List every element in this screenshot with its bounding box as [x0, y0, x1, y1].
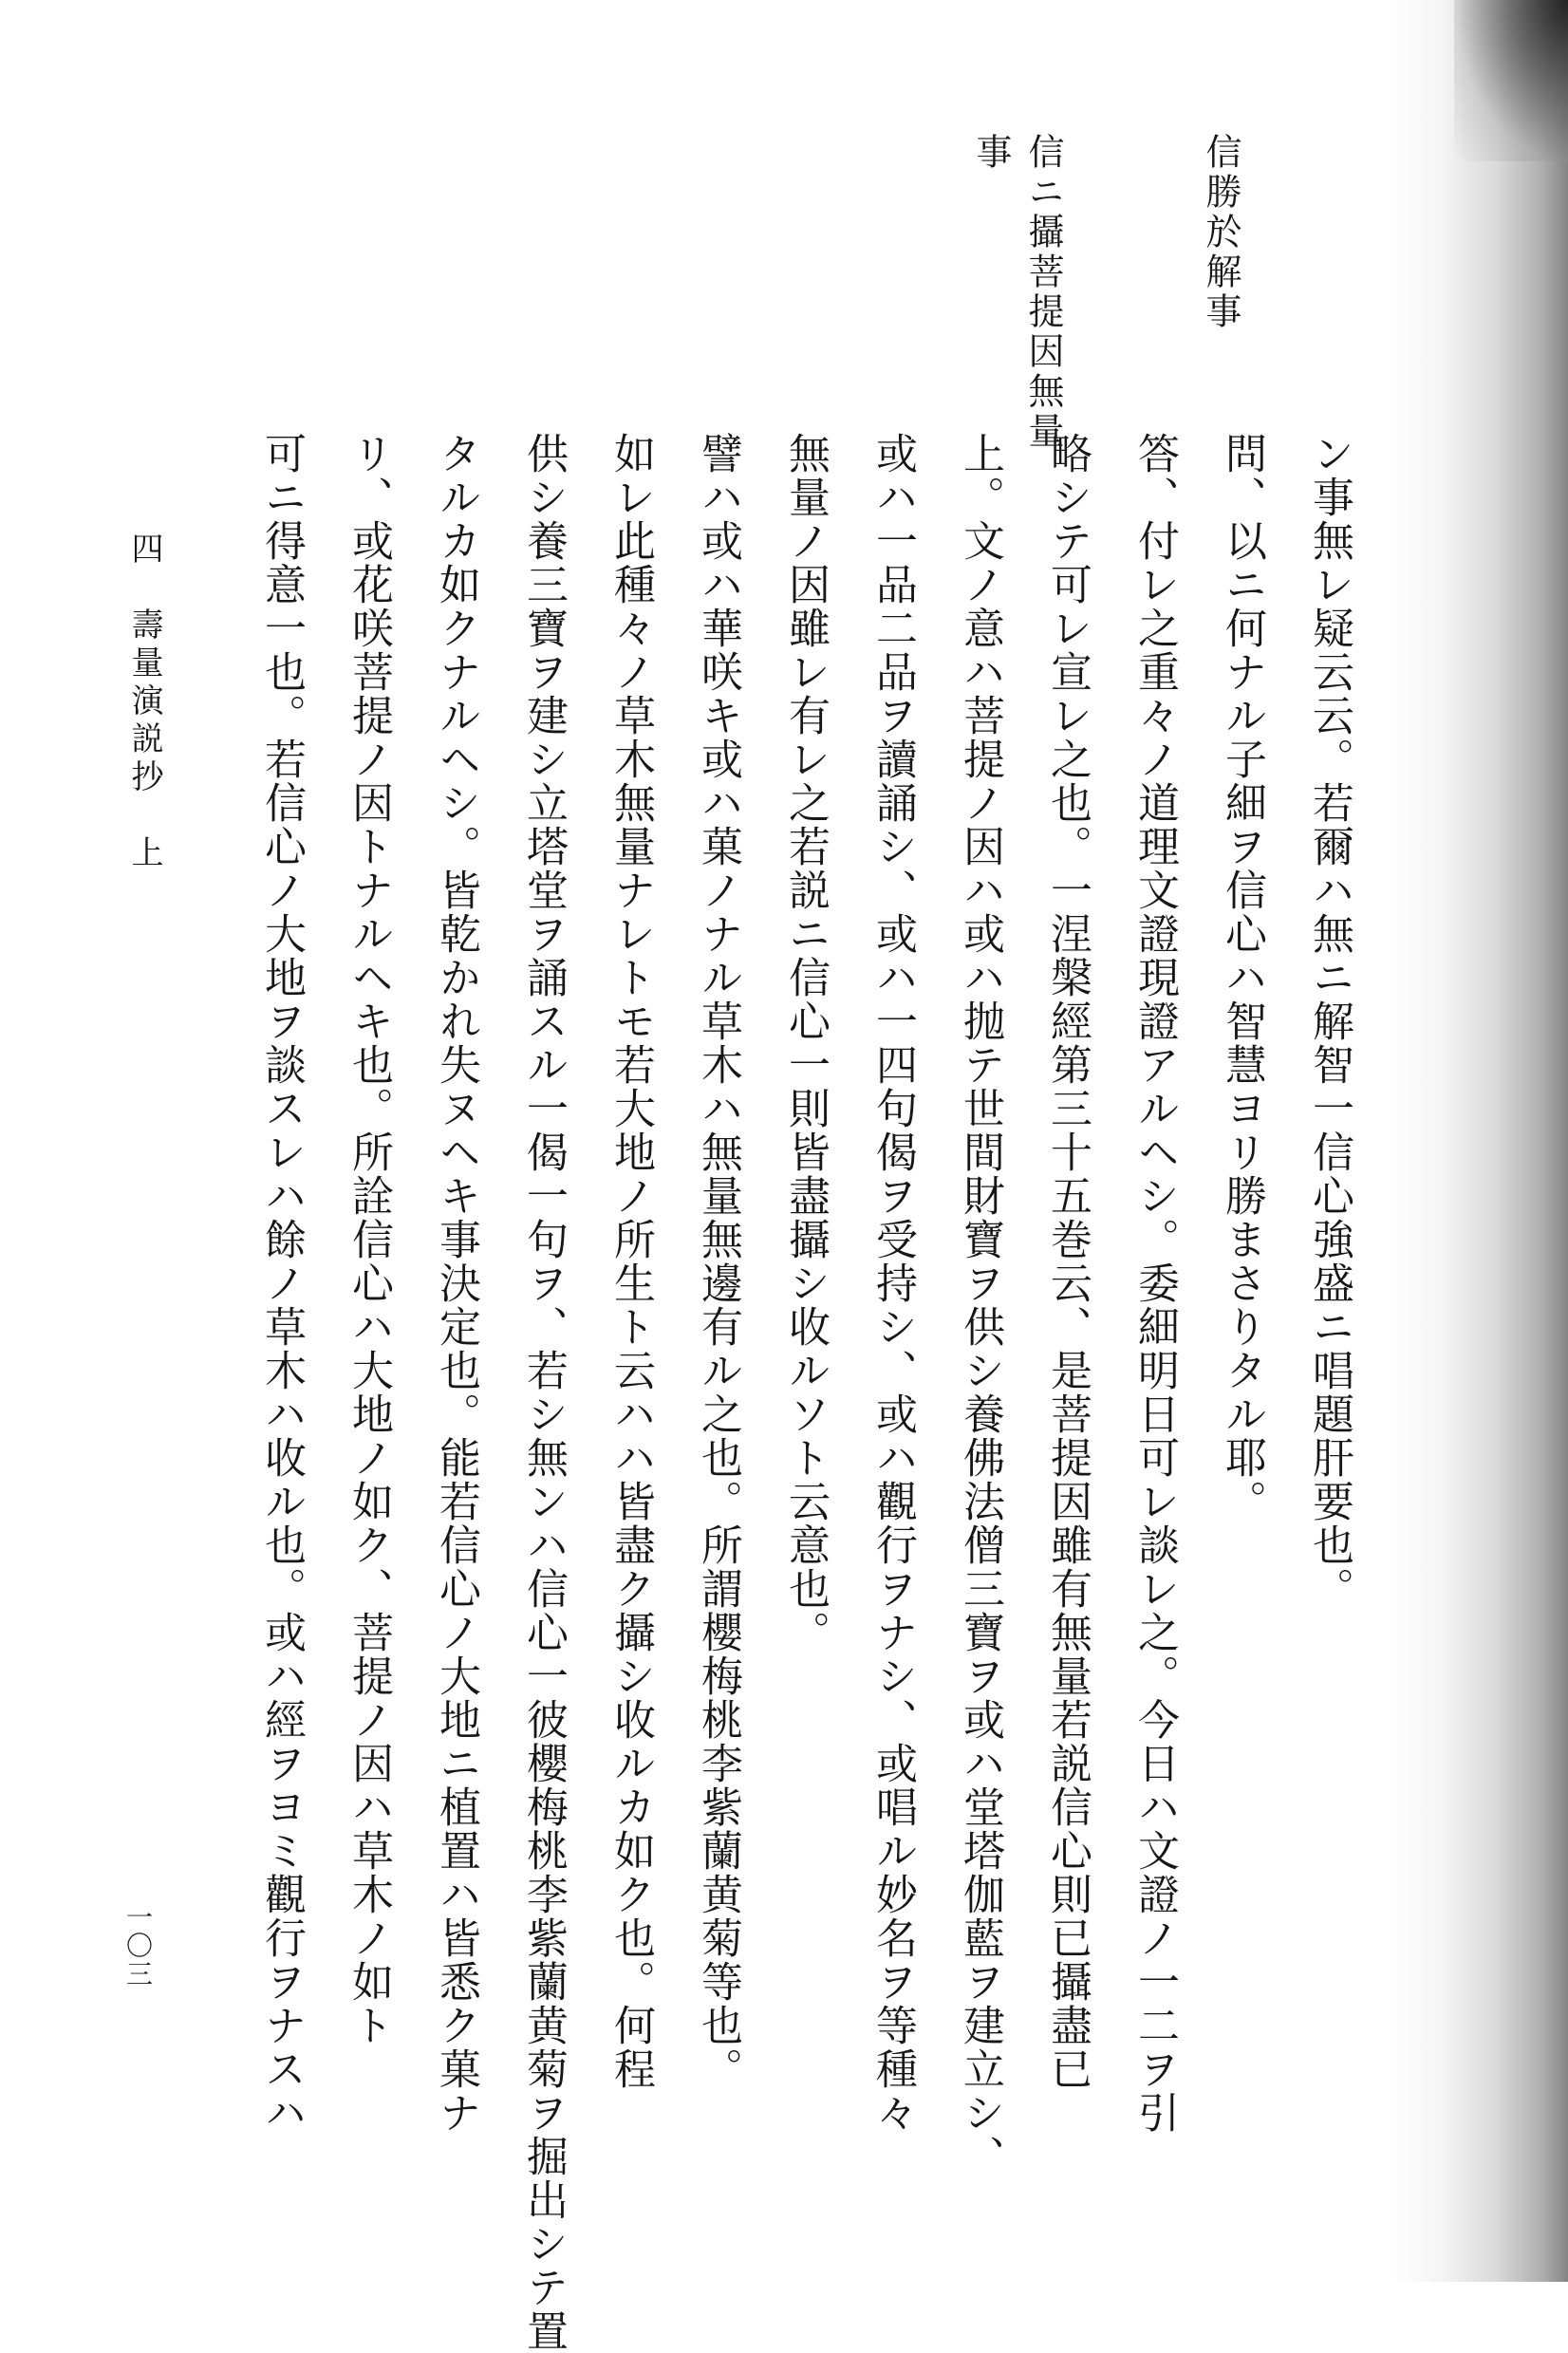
body-line-11: タルカ如クナルヘシ。皆乾かれ失ヌヘキ事決定也。能若信心ノ大地ニ植置ハ皆悉ク菓ナ	[432, 432, 480, 2135]
heading-line-2: 信ニ攝菩提因無量	[1022, 133, 1064, 452]
body-line-9: 如レ此種々ノ草木無量ナレトモ若大地ノ所生ト云ハハ皆盡ク攝シ收ルカ如ク也。何程	[607, 432, 655, 2091]
body-line-3: 答、付レ之重々ノ道理文證現證アルヘシ。委細明日可レ談レ之。今日ハ文證ノ一二ヲ引	[1130, 432, 1179, 2135]
heading-line-3: 事	[970, 133, 1012, 173]
body-line-7: 無量ノ因雖レ有レ之若説ニ信心一則皆盡攝シ收ルソト云意也。	[781, 432, 830, 1654]
body-line-4: 略シテ可レ宣レ之也。一涅槃經第三十五巻云、是菩提因雖有無量若説信心則已攝盡已	[1043, 432, 1092, 2091]
body-line-1: ン事無レ疑云云。若爾ハ無ニ解智一信心強盛ニ唱題肝要也。	[1305, 432, 1353, 1611]
body-line-2: 問、以ニ何ナル子細ヲ信心ハ智慧ヨリ勝まさりタル耶。	[1218, 432, 1266, 1523]
body-line-5: 上。文ノ意ハ菩提ノ因ハ或ハ抛テ世間財寶ヲ供シ養佛法僧三寶ヲ或ハ堂塔伽藍ヲ建立シ、	[956, 432, 1004, 2178]
body-line-8: 譬ハ或ハ華咲キ或ハ菓ノナル草木ハ無量無邊有ル之也。所謂櫻梅桃李紫蘭黄菊等也。	[694, 432, 742, 2091]
body-line-6: 或ハ一品二品ヲ讀誦シ、或ハ一四句偈ヲ受持シ、或ハ觀行ヲナシ、或唱ル妙名ヲ等種々	[868, 432, 917, 2135]
section-title: 四 壽量演説抄 上	[125, 532, 163, 873]
body-line-13: 可ニ得意一也。若信心ノ大地ヲ談スレハ餘ノ草木ハ收ル也。或ハ經ヲヨミ觀行ヲナスハ	[257, 432, 306, 2135]
page-edge-shadow	[1388, 0, 1568, 2282]
heading-line-1: 信勝於解事	[1200, 133, 1241, 332]
body-line-10: 供シ養三寶ヲ建シ立塔堂ヲ誦スル一偈一句ヲ、若シ無ンハ信心一彼櫻梅桃李紫蘭黄菊ヲ掘出シテ置	[519, 432, 568, 2353]
body-line-12: リ、或花咲菩提ノ因トナルヘキ也。所詮信心ハ大地ノ如ク、菩提ノ因ハ草木ノ如ト	[345, 432, 393, 2047]
page-number: 一〇三	[122, 1903, 154, 1989]
